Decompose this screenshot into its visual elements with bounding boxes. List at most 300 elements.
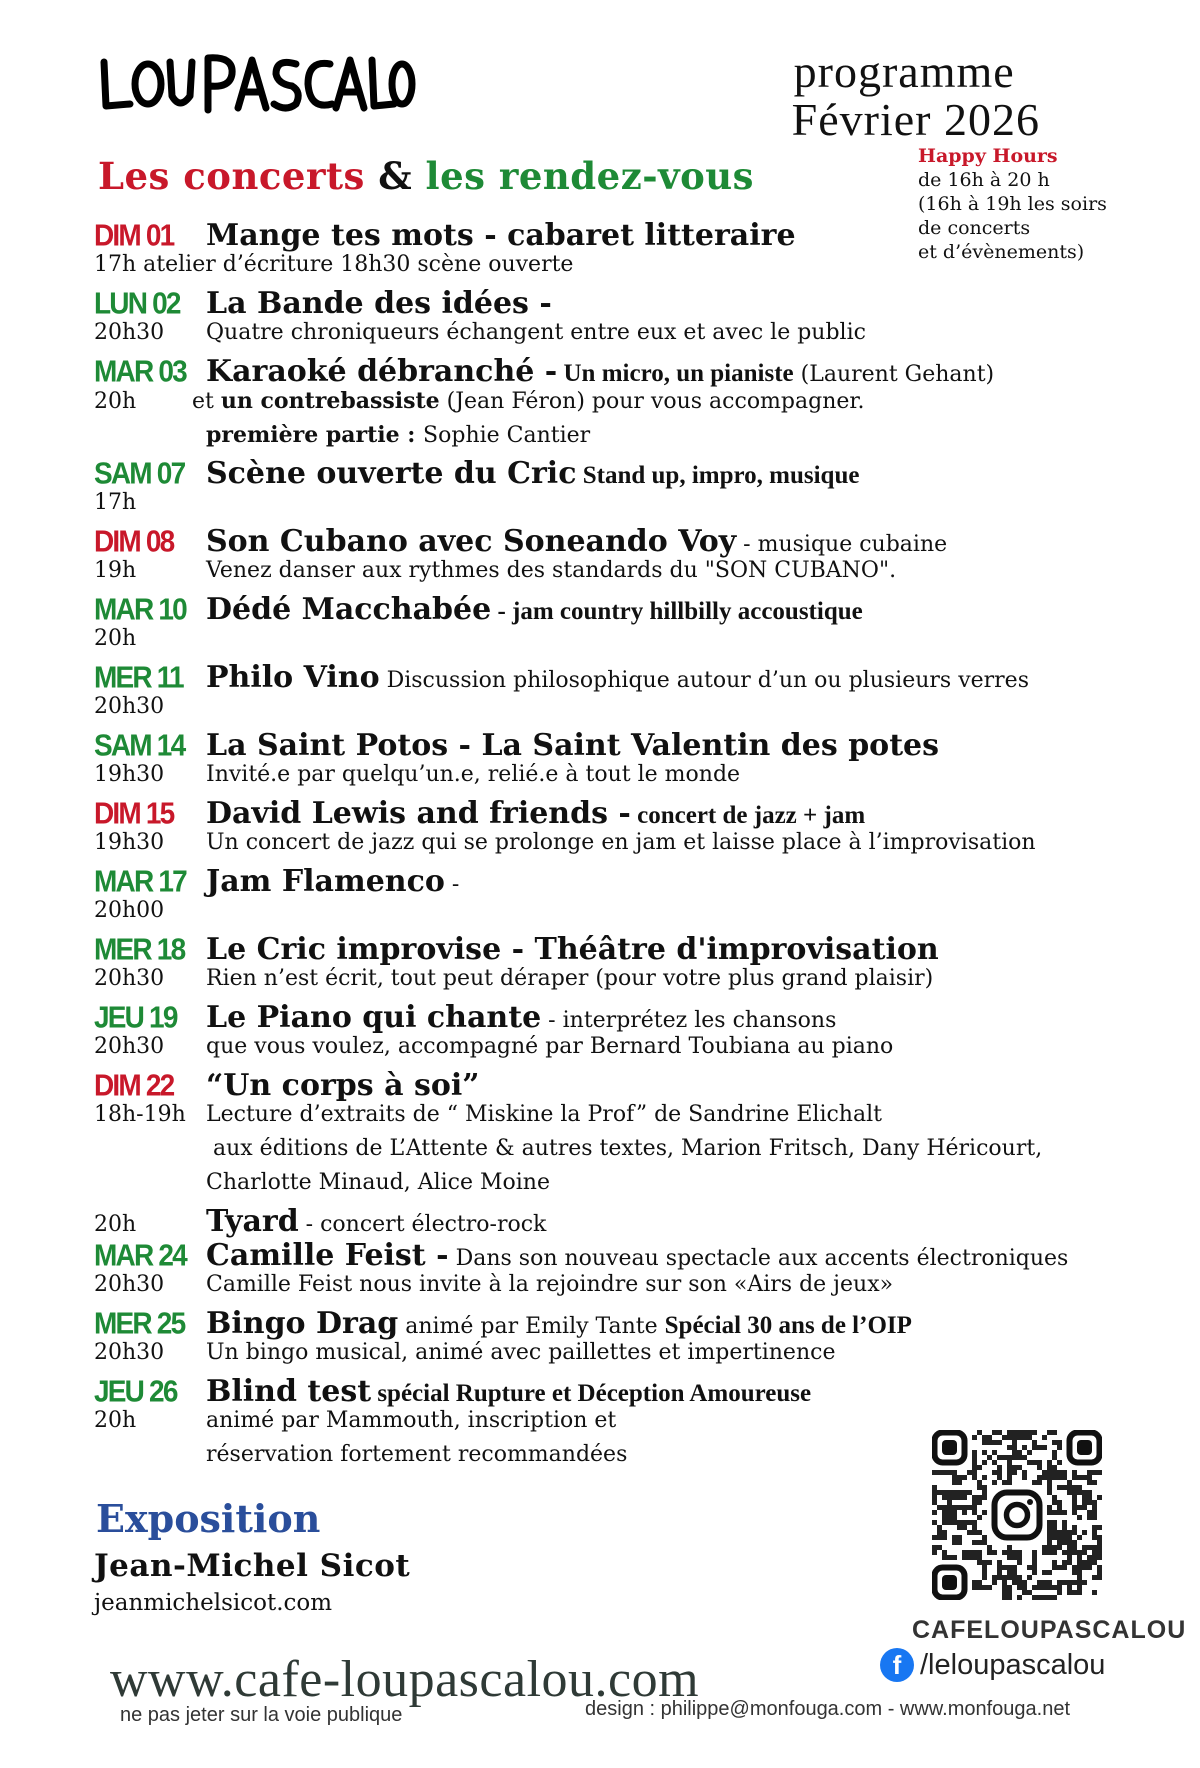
qr-finder-center bbox=[942, 1440, 957, 1455]
qr-module bbox=[1057, 1530, 1062, 1535]
event-detail-line bbox=[94, 830, 1174, 864]
qr-module bbox=[932, 1490, 937, 1495]
qr-module bbox=[992, 1470, 997, 1475]
qr-module bbox=[942, 1520, 947, 1525]
event-description-bold: première partie : bbox=[206, 422, 424, 448]
event-item bbox=[94, 456, 1174, 524]
qr-module bbox=[1017, 1435, 1022, 1440]
event-title: Bingo Drag bbox=[206, 1306, 399, 1341]
qr-module bbox=[1082, 1550, 1087, 1555]
event-item bbox=[94, 1000, 1174, 1068]
qr-module bbox=[982, 1435, 987, 1440]
event-header bbox=[94, 1306, 1174, 1340]
qr-module bbox=[992, 1480, 997, 1485]
qr-module bbox=[1052, 1530, 1057, 1535]
month-year: Février 2026 bbox=[791, 94, 1040, 145]
qr-module bbox=[1072, 1500, 1077, 1505]
event-item bbox=[94, 1238, 1174, 1306]
qr-module bbox=[1012, 1575, 1017, 1580]
qr-module bbox=[1047, 1580, 1052, 1585]
qr-module bbox=[1097, 1575, 1102, 1580]
qr-module bbox=[1052, 1455, 1057, 1460]
qr-module bbox=[1037, 1475, 1042, 1480]
qr-module bbox=[977, 1515, 982, 1520]
happy-hours-line: et d’évènements) bbox=[918, 241, 1085, 263]
qr-module bbox=[1062, 1470, 1067, 1475]
qr-module bbox=[1007, 1460, 1012, 1465]
qr-module bbox=[1082, 1560, 1087, 1565]
qr-module bbox=[957, 1520, 962, 1525]
event-description: que vous voulez, accompagné par Bernard Toubiana au piano bbox=[206, 1034, 894, 1059]
qr-module bbox=[982, 1460, 987, 1465]
qr-module bbox=[1092, 1590, 1097, 1595]
qr-module bbox=[1052, 1585, 1057, 1590]
event-day: SAM 14 bbox=[94, 728, 185, 763]
qr-module bbox=[1032, 1555, 1037, 1560]
qr-module bbox=[1092, 1515, 1097, 1520]
event-title: Le Piano qui chante bbox=[206, 1000, 542, 1035]
event-item bbox=[94, 592, 1174, 660]
qr-module bbox=[992, 1550, 997, 1555]
qr-module bbox=[1007, 1480, 1012, 1485]
qr-module bbox=[982, 1475, 987, 1480]
event-day: MAR 10 bbox=[94, 592, 186, 627]
qr-module bbox=[972, 1455, 977, 1460]
qr-module bbox=[997, 1565, 1002, 1570]
qr-module bbox=[1002, 1590, 1007, 1595]
qr-module bbox=[967, 1490, 972, 1495]
qr-module bbox=[1097, 1565, 1102, 1570]
qr-module bbox=[1082, 1565, 1087, 1570]
qr-module bbox=[952, 1520, 957, 1525]
event-title: Karaoké débranché - bbox=[206, 354, 558, 389]
website-url[interactable]: www.cafe-loupascalou.com bbox=[110, 1651, 700, 1708]
qr-module bbox=[987, 1455, 992, 1460]
qr-module bbox=[1062, 1525, 1067, 1530]
qr-module bbox=[1007, 1595, 1012, 1600]
qr-module bbox=[967, 1470, 972, 1475]
event-description: aux éditions de L’Attente & autres textes, Marion Fritsch, Dany Héricourt, bbox=[206, 1136, 1043, 1161]
qr-module bbox=[962, 1490, 967, 1495]
qr-module bbox=[1017, 1555, 1022, 1560]
qr-module bbox=[1077, 1515, 1082, 1520]
qr-module bbox=[1067, 1590, 1072, 1595]
event-header bbox=[94, 1068, 1174, 1102]
event-header bbox=[94, 456, 1174, 490]
event-time: 19h30 bbox=[94, 830, 165, 855]
qr-module bbox=[1067, 1480, 1072, 1485]
qr-module bbox=[972, 1475, 977, 1480]
qr-module bbox=[1027, 1460, 1032, 1465]
qr-module bbox=[1092, 1480, 1097, 1485]
qr-module bbox=[1002, 1580, 1007, 1585]
qr-module bbox=[972, 1470, 977, 1475]
qr-module bbox=[1037, 1595, 1042, 1600]
qr-module bbox=[1072, 1550, 1077, 1555]
qr-module bbox=[992, 1450, 997, 1455]
event-detail-line bbox=[94, 1034, 1174, 1068]
qr-module bbox=[972, 1525, 977, 1530]
qr-module bbox=[1092, 1500, 1097, 1505]
qr-module bbox=[1017, 1455, 1022, 1460]
qr-module bbox=[942, 1505, 947, 1510]
event-header bbox=[94, 592, 1174, 626]
qr-module bbox=[1072, 1565, 1077, 1570]
event-header bbox=[94, 864, 1174, 898]
qr-module bbox=[947, 1490, 952, 1495]
qr-module bbox=[972, 1465, 977, 1470]
qr-module bbox=[1012, 1440, 1017, 1445]
event-description: Invité.e par quelqu’un.e, relié.e à tout le monde bbox=[206, 762, 741, 787]
qr-module bbox=[1057, 1565, 1062, 1570]
qr-module bbox=[1092, 1560, 1097, 1565]
qr-module bbox=[1082, 1505, 1087, 1510]
qr-module bbox=[1007, 1585, 1012, 1590]
event-header bbox=[94, 286, 1174, 320]
qr-module bbox=[962, 1475, 967, 1480]
qr-module bbox=[952, 1510, 957, 1515]
qr-module bbox=[1087, 1480, 1092, 1485]
qr-module bbox=[952, 1490, 957, 1495]
qr-module bbox=[1097, 1470, 1102, 1475]
qr-module bbox=[982, 1560, 987, 1565]
qr-module bbox=[1097, 1540, 1102, 1545]
qr-module bbox=[1017, 1430, 1022, 1435]
qr-module bbox=[1022, 1590, 1027, 1595]
exposition-website-link[interactable]: jeanmichelsicot.com bbox=[94, 1590, 333, 1616]
qr-module bbox=[952, 1505, 957, 1510]
qr-module bbox=[1052, 1595, 1057, 1600]
qr-module bbox=[982, 1440, 987, 1445]
event-day: LUN 02 bbox=[94, 286, 180, 321]
qr-module bbox=[1072, 1570, 1077, 1575]
qr-module bbox=[1032, 1440, 1037, 1445]
qr-module bbox=[972, 1500, 977, 1505]
event-item bbox=[94, 218, 1174, 286]
event-description: Charlotte Minaud, Alice Moine bbox=[206, 1170, 550, 1195]
qr-module bbox=[1017, 1450, 1022, 1455]
qr-module bbox=[982, 1585, 987, 1590]
qr-module bbox=[1052, 1545, 1057, 1550]
qr-module bbox=[1007, 1430, 1012, 1435]
qr-module bbox=[1077, 1585, 1082, 1590]
qr-module bbox=[1052, 1525, 1057, 1530]
qr-module bbox=[982, 1485, 987, 1490]
qr-module bbox=[1002, 1435, 1007, 1440]
event-detail-line bbox=[94, 1136, 1174, 1170]
qr-module bbox=[1012, 1550, 1017, 1555]
qr-module bbox=[932, 1550, 937, 1555]
event-note: - concert électro-rock bbox=[298, 1212, 547, 1237]
qr-module bbox=[1082, 1500, 1087, 1505]
qr-module bbox=[977, 1560, 982, 1565]
qr-module bbox=[1037, 1585, 1042, 1590]
event-title: Blind test bbox=[206, 1374, 372, 1409]
happy-hours-line: de 16h à 20 h bbox=[918, 169, 1050, 191]
qr-module bbox=[1057, 1580, 1062, 1585]
qr-module bbox=[1047, 1490, 1052, 1495]
qr-module bbox=[977, 1580, 982, 1585]
qr-module bbox=[1052, 1565, 1057, 1570]
qr-module bbox=[1022, 1430, 1027, 1435]
event-day: MER 11 bbox=[94, 660, 183, 695]
qr-module bbox=[1087, 1510, 1092, 1515]
event-description: animé par Mammouth, inscription et bbox=[206, 1408, 617, 1433]
event-time: 20h30 bbox=[94, 1034, 165, 1059]
qr-module bbox=[1062, 1560, 1067, 1565]
qr-module bbox=[1062, 1580, 1067, 1585]
qr-module bbox=[1042, 1435, 1047, 1440]
qr-module bbox=[1087, 1515, 1092, 1520]
qr-module bbox=[942, 1550, 947, 1555]
qr-module bbox=[1017, 1580, 1022, 1585]
qr-module bbox=[1072, 1540, 1077, 1545]
qr-module bbox=[972, 1520, 977, 1525]
qr-module bbox=[1042, 1545, 1047, 1550]
event-header bbox=[94, 524, 1174, 558]
qr-module bbox=[942, 1490, 947, 1495]
qr-module bbox=[1072, 1545, 1077, 1550]
event-note: - musique cubaine bbox=[736, 532, 948, 557]
qr-module bbox=[977, 1540, 982, 1545]
event-note: Dans son nouveau spectacle aux accents électroniques bbox=[448, 1246, 1069, 1271]
qr-module bbox=[1032, 1585, 1037, 1590]
event-title: Camille Feist - bbox=[206, 1238, 449, 1273]
qr-module bbox=[977, 1550, 982, 1555]
qr-module bbox=[1057, 1585, 1062, 1590]
qr-module bbox=[992, 1440, 997, 1445]
event-subtitle: Spécial 30 ans de l’OIP bbox=[664, 1312, 912, 1339]
qr-module bbox=[1067, 1585, 1072, 1590]
qr-module bbox=[1017, 1585, 1022, 1590]
event-title: Scène ouverte du Cric bbox=[206, 456, 577, 491]
heading-ampersand: & bbox=[364, 154, 426, 198]
qr-module bbox=[997, 1440, 1002, 1445]
qr-module bbox=[982, 1490, 987, 1495]
qr-module bbox=[1037, 1460, 1042, 1465]
qr-module bbox=[1077, 1565, 1082, 1570]
facebook-handle: /leloupascalou bbox=[920, 1648, 1106, 1681]
event-detail-line bbox=[94, 320, 1174, 354]
qr-module bbox=[952, 1495, 957, 1500]
event-detail-line bbox=[94, 1272, 1174, 1306]
qr-module bbox=[1012, 1435, 1017, 1440]
qr-module bbox=[1042, 1585, 1047, 1590]
qr-module bbox=[952, 1540, 957, 1545]
event-title: La Saint Potos - La Saint Valentin des potes bbox=[206, 728, 940, 763]
event-note: - interprétez les chansons bbox=[541, 1008, 837, 1033]
qr-module bbox=[972, 1505, 977, 1510]
event-description: Quatre chroniqueurs échangent entre eux et avec le public bbox=[206, 320, 866, 345]
event-time: 19h30 bbox=[94, 762, 165, 787]
qr-module bbox=[1042, 1475, 1047, 1480]
event-detail-line bbox=[94, 388, 1174, 422]
event-day: DIM 01 bbox=[94, 218, 174, 253]
qr-module bbox=[952, 1555, 957, 1560]
qr-module bbox=[1052, 1495, 1057, 1500]
qr-finder-center bbox=[942, 1575, 957, 1590]
qr-module bbox=[987, 1560, 992, 1565]
qr-module bbox=[957, 1525, 962, 1530]
qr-module bbox=[1072, 1505, 1077, 1510]
qr-module bbox=[1012, 1455, 1017, 1460]
event-detail-line bbox=[94, 252, 1174, 286]
qr-module bbox=[1062, 1510, 1067, 1515]
event-header bbox=[94, 1374, 1174, 1408]
qr-module bbox=[937, 1530, 942, 1535]
qr-module bbox=[1002, 1550, 1007, 1555]
qr-module bbox=[1077, 1575, 1082, 1580]
qr-module bbox=[1032, 1565, 1037, 1570]
event-detail-line bbox=[94, 1340, 1174, 1374]
qr-module bbox=[1022, 1435, 1027, 1440]
heading-rendez-vous: les rendez-vous bbox=[425, 154, 754, 198]
qr-module bbox=[1062, 1520, 1067, 1525]
qr-module bbox=[1057, 1510, 1062, 1515]
qr-module bbox=[1087, 1555, 1092, 1560]
event-description: Venez danser aux rythmes des standards du "SON CUBANO". bbox=[206, 558, 897, 583]
qr-module bbox=[1092, 1535, 1097, 1540]
event-time: 20h bbox=[94, 389, 137, 414]
qr-module bbox=[1032, 1550, 1037, 1555]
event-time: 18h-19h bbox=[94, 1102, 186, 1127]
qr-module bbox=[1097, 1525, 1102, 1530]
qr-module bbox=[1087, 1560, 1092, 1565]
qr-module bbox=[947, 1520, 952, 1525]
event-description: Sophie Cantier bbox=[423, 423, 591, 448]
instagram-qr-code[interactable] bbox=[932, 1430, 1102, 1600]
qr-module bbox=[947, 1495, 952, 1500]
qr-module bbox=[977, 1500, 982, 1505]
event-header bbox=[94, 354, 1174, 388]
qr-finder-center bbox=[1077, 1440, 1092, 1455]
qr-module bbox=[982, 1495, 987, 1500]
qr-module bbox=[982, 1575, 987, 1580]
qr-module bbox=[947, 1515, 952, 1520]
qr-module bbox=[1062, 1550, 1067, 1555]
qr-module bbox=[1092, 1575, 1097, 1580]
qr-module bbox=[1092, 1525, 1097, 1530]
qr-module bbox=[1052, 1550, 1057, 1555]
qr-module bbox=[1097, 1545, 1102, 1550]
qr-module bbox=[1007, 1570, 1012, 1575]
qr-module bbox=[1077, 1580, 1082, 1585]
qr-module bbox=[1052, 1465, 1057, 1470]
qr-module bbox=[1042, 1470, 1047, 1475]
qr-module bbox=[972, 1510, 977, 1515]
qr-module bbox=[1007, 1545, 1012, 1550]
event-header bbox=[94, 1000, 1174, 1034]
qr-module bbox=[932, 1500, 937, 1505]
qr-module bbox=[1057, 1590, 1062, 1595]
qr-module bbox=[1087, 1565, 1092, 1570]
qr-module bbox=[1087, 1490, 1092, 1495]
qr-module bbox=[1002, 1565, 1007, 1570]
qr-module bbox=[1047, 1470, 1052, 1475]
qr-module bbox=[1067, 1490, 1072, 1495]
qr-module bbox=[1012, 1470, 1017, 1475]
event-day: DIM 08 bbox=[94, 524, 174, 559]
event-title: Tyard bbox=[206, 1204, 299, 1239]
qr-module bbox=[1007, 1555, 1012, 1560]
qr-module bbox=[1052, 1535, 1057, 1540]
event-title: Le Cric improvise - Théâtre d'improvisation bbox=[206, 932, 939, 967]
event-subtitle: Stand up, impro, musique bbox=[576, 462, 860, 489]
qr-module bbox=[1007, 1470, 1012, 1475]
qr-module bbox=[1042, 1595, 1047, 1600]
qr-module bbox=[1022, 1580, 1027, 1585]
qr-module bbox=[1097, 1570, 1102, 1575]
qr-module bbox=[1067, 1560, 1072, 1565]
qr-module bbox=[1052, 1470, 1057, 1475]
qr-module bbox=[1032, 1460, 1037, 1465]
event-time: 17h atelier d’écriture 18h30 scène ouverte bbox=[94, 252, 574, 277]
qr-module bbox=[1087, 1495, 1092, 1500]
qr-module bbox=[992, 1580, 997, 1585]
facebook-link[interactable] bbox=[880, 1648, 1105, 1682]
event-day: DIM 15 bbox=[94, 796, 174, 831]
qr-module bbox=[1037, 1445, 1042, 1450]
qr-module bbox=[1042, 1580, 1047, 1585]
qr-module bbox=[1062, 1540, 1067, 1545]
event-time: 20h00 bbox=[94, 898, 165, 923]
qr-module bbox=[972, 1530, 977, 1535]
qr-module bbox=[997, 1470, 1002, 1475]
qr-module bbox=[1047, 1595, 1052, 1600]
qr-module bbox=[1057, 1475, 1062, 1480]
qr-module bbox=[942, 1530, 947, 1535]
qr-module bbox=[1027, 1435, 1032, 1440]
qr-module bbox=[1072, 1580, 1077, 1585]
qr-module bbox=[1057, 1445, 1062, 1450]
qr-module bbox=[1007, 1550, 1012, 1555]
qr-module bbox=[982, 1450, 987, 1455]
qr-module bbox=[1052, 1500, 1057, 1505]
qr-module bbox=[942, 1555, 947, 1560]
event-item bbox=[94, 524, 1174, 592]
exposition-artist: Jean-Michel Sicot bbox=[94, 1548, 411, 1584]
qr-module bbox=[1072, 1490, 1077, 1495]
qr-module bbox=[937, 1490, 942, 1495]
qr-module bbox=[962, 1505, 967, 1510]
event-day: SAM 07 bbox=[94, 456, 185, 491]
event-day: MER 18 bbox=[94, 932, 185, 967]
qr-module bbox=[1032, 1445, 1037, 1450]
event-time: 17h bbox=[94, 490, 137, 515]
qr-module bbox=[1017, 1560, 1022, 1565]
event-note: Discussion philosophique autour d’un ou plusieurs verres bbox=[379, 668, 1029, 693]
qr-module bbox=[972, 1435, 977, 1440]
qr-module bbox=[992, 1575, 997, 1580]
qr-module bbox=[962, 1550, 967, 1555]
qr-module bbox=[1042, 1570, 1047, 1575]
event-title: Dédé Macchabée bbox=[206, 592, 492, 627]
event-subtitle: - jam country hillbilly accoustique bbox=[491, 598, 863, 625]
qr-module bbox=[1002, 1595, 1007, 1600]
qr-module bbox=[1007, 1590, 1012, 1595]
qr-module bbox=[957, 1535, 962, 1540]
qr-module bbox=[1002, 1575, 1007, 1580]
qr-module bbox=[967, 1555, 972, 1560]
qr-module bbox=[1097, 1535, 1102, 1540]
happy-hours-line: (16h à 19h les soirs bbox=[918, 193, 1107, 215]
qr-module bbox=[1047, 1525, 1052, 1530]
event-day: MER 25 bbox=[94, 1306, 185, 1341]
instagram-handle[interactable]: CAFELOUPASCALOU bbox=[912, 1616, 1187, 1644]
qr-module bbox=[1047, 1460, 1052, 1465]
qr-module bbox=[1007, 1565, 1012, 1570]
qr-module bbox=[1052, 1560, 1057, 1565]
